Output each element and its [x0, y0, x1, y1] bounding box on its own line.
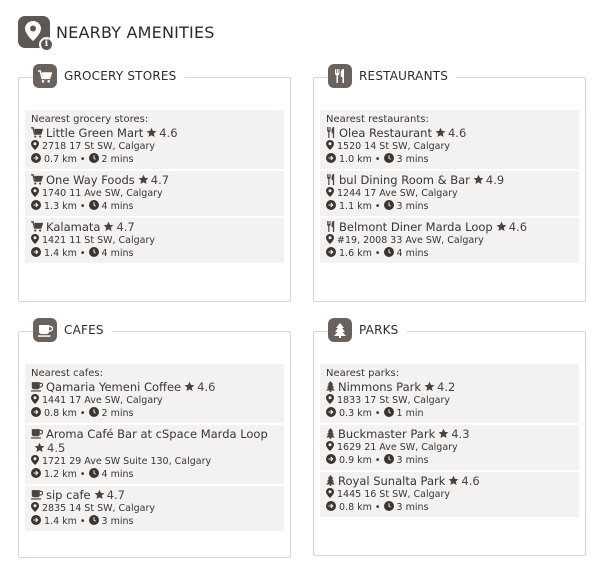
restaurants-card: [313, 69, 586, 302]
address: 1441 17 Ave SW, Calgary: [42, 395, 163, 406]
rating-value: 4.6: [159, 126, 178, 140]
utensils-icon: [328, 64, 352, 88]
travel-time: 2 mins: [101, 154, 134, 165]
shopping-cart-icon: [33, 64, 57, 88]
star-icon: [424, 381, 435, 392]
travel-time: 3 mins: [396, 455, 429, 466]
shopping-cart-icon: [31, 174, 43, 185]
list-item[interactable]: Little Green Mart 4.6 2718 17 St SW, Calgary 0.7 km • 2 mins: [25, 124, 284, 171]
amenity-name[interactable]: Buckmaster Park: [338, 427, 436, 441]
clock-icon: [384, 501, 394, 511]
travel-time: 1 min: [396, 408, 424, 419]
clock-icon: [384, 200, 394, 210]
rating-value: 4.6: [461, 474, 480, 488]
list-item[interactable]: One Way Foods 4.7 1740 11 Ave SW, Calgary 1.3 km • 4 mins: [25, 171, 284, 218]
address: 1244 17 Ave SW, Calgary: [337, 188, 458, 199]
arrow-circle-right-icon: [31, 200, 41, 210]
rating-value: 4.7: [106, 488, 125, 502]
card-title: CAFES: [64, 323, 104, 337]
map-pin-icon: [31, 234, 39, 244]
distance: 0.8 km: [44, 408, 77, 419]
map-pin-icon: [326, 187, 334, 197]
shopping-cart-icon: [31, 127, 43, 138]
map-pin-icon: [326, 140, 334, 150]
card-header: [328, 318, 407, 342]
map-pin-icon: [31, 455, 39, 465]
clock-icon: [89, 468, 99, 478]
amenity-list: [320, 364, 579, 519]
star-icon: [184, 381, 195, 392]
card-header: [33, 318, 112, 342]
arrow-circle-right-icon: [326, 247, 336, 257]
rating-value: 4.6: [508, 220, 528, 234]
distance: 1.2 km: [44, 469, 77, 480]
travel-time: 3 mins: [396, 154, 429, 165]
card-title: PARKS: [359, 323, 399, 337]
rating-value: 4.6: [197, 380, 216, 394]
arrow-circle-right-icon: [31, 407, 41, 417]
address: 1740 11 Ave SW, Calgary: [42, 188, 163, 199]
clock-icon: [89, 200, 99, 210]
address: 1421 11 St SW, Calgary: [42, 235, 156, 246]
amenity-name[interactable]: sip cafe: [46, 488, 91, 502]
coffee-cup-icon: [31, 381, 43, 392]
distance: 1.1 km: [339, 201, 372, 212]
map-pin-icon: [326, 234, 334, 244]
distance: 1.3 km: [44, 201, 77, 212]
distance: 1.4 km: [44, 516, 77, 527]
amenity-name[interactable]: Belmont Diner Marda Loop: [339, 220, 493, 234]
address: 1721 29 Ave SW Suite 130, Calgary: [42, 456, 212, 467]
map-pin-icon: [326, 441, 334, 451]
clock-icon: [384, 153, 394, 163]
clock-icon: [384, 247, 394, 257]
card-header: [33, 64, 185, 88]
distance: 0.3 km: [339, 408, 372, 419]
list-item[interactable]: Buckmaster Park 4.3 1629 21 Ave SW, Calgary 0.9 km • 3 mins: [320, 425, 579, 472]
clock-icon: [89, 515, 99, 525]
amenity-list: [25, 364, 284, 533]
utensils-icon: [326, 127, 336, 138]
star-icon: [103, 221, 114, 232]
address: 1520 14 St SW, Calgary: [337, 141, 451, 152]
clock-icon: [89, 407, 99, 417]
rating-value: 4.7: [150, 173, 170, 187]
map-pin-icon: [31, 502, 39, 512]
travel-time: 3 mins: [396, 502, 429, 513]
page-header: [18, 12, 215, 52]
star-icon: [34, 442, 45, 453]
star-icon: [448, 475, 459, 486]
rating-value: 4.5: [47, 441, 66, 455]
map-pin-icon: [31, 187, 39, 197]
list-item[interactable]: Kalamata 4.7 1421 11 St SW, Calgary 1.4 km • 4 mins: [25, 218, 284, 265]
coffee-cup-icon: [31, 489, 43, 500]
arrow-circle-right-icon: [326, 200, 336, 210]
travel-time: 3 mins: [396, 201, 429, 212]
amenity-name[interactable]: Nimmons Park: [338, 380, 422, 394]
distance: 0.7 km: [44, 154, 77, 165]
list-intro: Nearest grocery stores:: [25, 110, 284, 124]
list-intro: Nearest restaurants:: [320, 110, 579, 124]
clock-icon: [384, 454, 394, 464]
amenity-name[interactable]: Olea Restaurant: [339, 126, 432, 140]
tree-icon: [326, 475, 335, 486]
rating-value: 4.9: [485, 173, 505, 187]
address: 1629 21 Ave SW, Calgary: [337, 442, 458, 453]
address: #19, 2008 33 Ave SW, Calgary: [337, 235, 484, 246]
map-pin-icon: [31, 394, 39, 404]
amenity-name[interactable]: bul Dining Room & Bar: [339, 173, 470, 187]
travel-time: 4 mins: [396, 248, 429, 259]
tree-icon: [326, 381, 335, 392]
amenity-name[interactable]: Kalamata: [46, 220, 101, 234]
star-icon: [496, 221, 507, 232]
list-intro: Nearest cafes:: [25, 364, 284, 378]
clock-icon: [89, 153, 99, 163]
travel-time: 3 mins: [101, 516, 134, 527]
list-item[interactable]: bul Dining Room & Bar 4.9 1244 17 Ave SW, Calgary 1.1 km • 3 mins: [320, 171, 579, 218]
page-title: NEARBY AMENITIES: [56, 22, 215, 42]
address: 1445 16 St SW, Calgary: [337, 489, 451, 500]
travel-time: 4 mins: [101, 201, 134, 212]
arrow-circle-right-icon: [326, 501, 336, 511]
star-icon: [94, 489, 105, 500]
amenity-name[interactable]: Aroma Café Bar at cSpace Marda Loop: [46, 427, 268, 441]
cafes-card: [18, 323, 291, 558]
map-pin-info-icon: i: [18, 16, 50, 48]
distance: 0.9 km: [339, 455, 372, 466]
amenity-name[interactable]: Royal Sunalta Park: [338, 474, 446, 488]
grocery-card: [18, 69, 291, 302]
tree-icon: [326, 428, 335, 439]
amenity-name[interactable]: Qamaria Yemeni Coffee: [46, 380, 182, 394]
shopping-cart-icon: [31, 221, 43, 232]
star-icon: [435, 127, 446, 138]
travel-time: 2 mins: [101, 408, 134, 419]
arrow-circle-right-icon: [31, 515, 41, 525]
arrow-circle-right-icon: [326, 454, 336, 464]
rating-value: 4.7: [116, 220, 135, 234]
list-item[interactable]: Belmont Diner Marda Loop 4.6 #19, 2008 33 Ave SW, Calgary 1.6 km • 4 mins: [320, 218, 579, 265]
distance: 1.4 km: [44, 248, 77, 259]
star-icon: [146, 127, 157, 138]
arrow-circle-right-icon: [31, 468, 41, 478]
rating-value: 4.6: [447, 126, 467, 140]
card-title: RESTAURANTS: [359, 69, 449, 83]
arrow-circle-right-icon: [31, 153, 41, 163]
parks-card: [313, 323, 586, 556]
coffee-cup-icon: [31, 428, 43, 439]
amenity-name[interactable]: Little Green Mart: [46, 126, 144, 140]
list-item[interactable]: Royal Sunalta Park 4.6 1445 16 St SW, Calgary 0.8 km • 3 mins: [320, 472, 579, 519]
tree-icon: [328, 318, 352, 342]
distance: 1.6 km: [339, 248, 372, 259]
distance: 1.0 km: [339, 154, 372, 165]
list-item[interactable]: sip cafe 4.7 2835 14 St SW, Calgary 1.4 km • 3 mins: [25, 486, 284, 533]
amenity-list: [25, 110, 284, 265]
address: 2835 14 St SW, Calgary: [42, 503, 156, 514]
travel-time: 4 mins: [101, 248, 134, 259]
amenity-name[interactable]: One Way Foods: [46, 173, 135, 187]
address: 2718 17 St SW, Calgary: [42, 141, 156, 152]
clock-icon: [384, 407, 394, 417]
utensils-icon: [326, 221, 336, 232]
list-item[interactable]: Nimmons Park 4.2 1833 17 St SW, Calgary 0.3 km • 1 min: [320, 378, 579, 425]
card-header: [328, 64, 456, 88]
list-item[interactable]: Aroma Café Bar at cSpace Marda Loop4.5 1721 29 Ave SW Suite 130, Calgary 1.2 km • 4 mins: [25, 425, 284, 486]
map-pin-icon: [326, 394, 334, 404]
list-item[interactable]: Olea Restaurant 4.6 1520 14 St SW, Calgary 1.0 km • 3 mins: [320, 124, 579, 171]
address: 1833 17 St SW, Calgary: [337, 395, 451, 406]
distance: 0.8 km: [339, 502, 372, 513]
amenity-list: [320, 110, 579, 265]
arrow-circle-right-icon: [31, 247, 41, 257]
map-pin-icon: [31, 140, 39, 150]
rating-value: 4.2: [437, 380, 456, 394]
rating-value: 4.3: [451, 427, 470, 441]
travel-time: 4 mins: [101, 469, 134, 480]
map-pin-icon: [326, 488, 334, 498]
arrow-circle-right-icon: [326, 407, 336, 417]
star-icon: [438, 428, 449, 439]
list-item[interactable]: Qamaria Yemeni Coffee 4.6 1441 17 Ave SW, Calgary 0.8 km • 2 mins: [25, 378, 284, 425]
utensils-icon: [326, 174, 336, 185]
clock-icon: [89, 247, 99, 257]
card-title: GROCERY STORES: [64, 69, 177, 83]
star-icon: [473, 174, 484, 185]
star-icon: [138, 174, 149, 185]
list-intro: Nearest parks:: [320, 364, 579, 378]
arrow-circle-right-icon: [326, 153, 336, 163]
coffee-cup-icon: [33, 318, 57, 342]
